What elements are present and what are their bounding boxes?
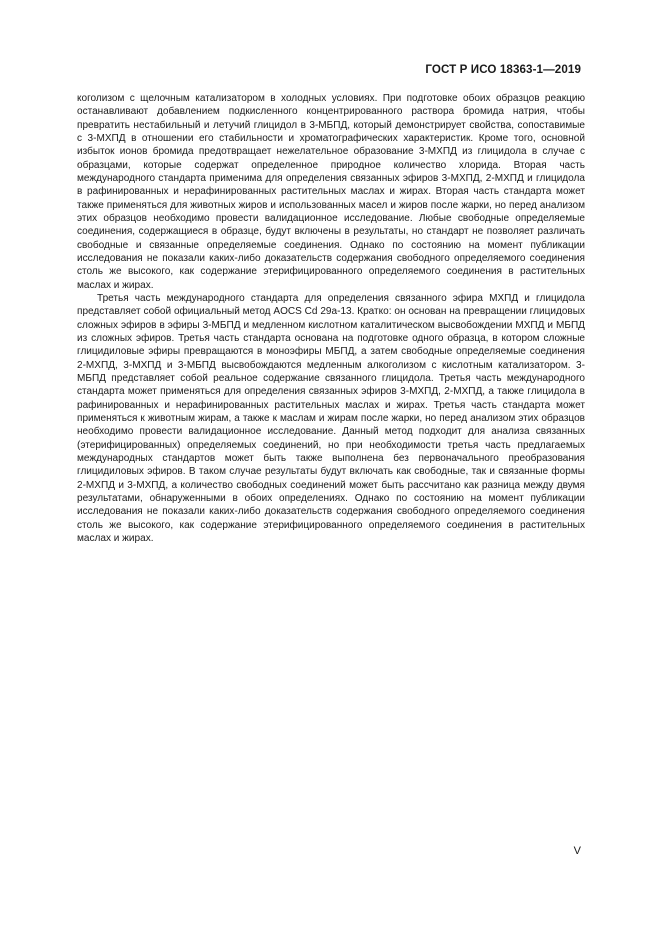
standard-header: ГОСТ Р ИСО 18363-1—2019	[425, 63, 581, 76]
paragraph-third-part: Третья часть международного стандарта для определения связанного эфира МХПД и глицидола представляет собой официальный метод AOCS Cd 29a-13. Кратко: он основан на превращении глицидовых сложных эфиров в эфиры 3-МБПД и медленном кислотном каталитическом высвобождении МХПД и МБПД из сложных эфиров. Третья часть стандарта основана на подготовке одного образца, в котором сложные глицидиловые эфиры превращаются в моноэфиры МБПД, а затем свободные определяемые соединения 2-МХПД, 3-МХПД и 3-МБПД высвобождаются медленным алкоголизом с кислотным катализатором. 3-МБПД представляет собой реальное содержание связанного глицидола. Третья часть международного стандарта может применяться для определения связанных эфиров 3-МХПД, 2-МХПД, а также глицидола в рафинированных и нерафинированных растительных маслах и жирах. Третья часть стандарта может применяться к животным жирам, а также к маслам и жирам после жарки, но перед анализом этих образцов необходимо провести валидационное исследование. Данный метод подходит для анализа связанных (этерифицированных) определяемых соединений, но при необходимости третья часть предлагаемых международных стандартов может быть также выполнена без первоначального преобразования глицидиловых эфиров. В таком случае результаты будут включать как свободные, так и связанные формы 2-МХПД и 3-МХПД, а количество свободных соединений может быть рассчитано как разница между двумя результатами, обнаруженными в обоих определениях. Однако по состоянию на момент публикации исследования не показали каких-либо доказательств содержания свободного определяемого соединения столь же высокого, как содержание этерифицированного определяемого соединения в растительных маслах и жирах.	[77, 292, 585, 544]
body-text	[77, 92, 585, 545]
paragraph-continuation: коголизом с щелочным катализатором в холодных условиях. При подготовке обоих образцов реакцию останавливают добавлением подкисленного концентрированного раствора бромида натрия, чтобы превратить нестабильный и летучий глицидол в 3-МБПД, который демонстрирует свойства, сопоставимые с 3-МХПД в отношении его стабильности и хроматографических характеристик. Кроме того, основной избыток ионов бромида предотвращает нежелательное образование 3-МХПД из глицидола в случае с образцами, которые содержат определенное природное количество хлорида. Вторая часть международного стандарта применима для определения связанных эфиров 3-МХПД, 2-МХПД и глицидола в рафинированных и нерафинированных растительных маслах и жирах. Вторая часть стандарта может также применяться для животных жиров и использованных масел и жиров после жарки, но перед анализом этих образцов необходимо провести валидационное исследование. Любые свободные определяемые соединения, содержащиеся в образце, будут включены в результаты, но стандарт не позволяет различать свободные и связанные определяемые соединения. Однако по состоянию на момент публикации исследования не показали каких-либо доказательств содержания свободного определяемого соединения столь же высокого, как содержание этерифицированного определяемого соединения в растительных маслах и жирах.	[77, 93, 585, 291]
page-number: V	[573, 845, 581, 857]
